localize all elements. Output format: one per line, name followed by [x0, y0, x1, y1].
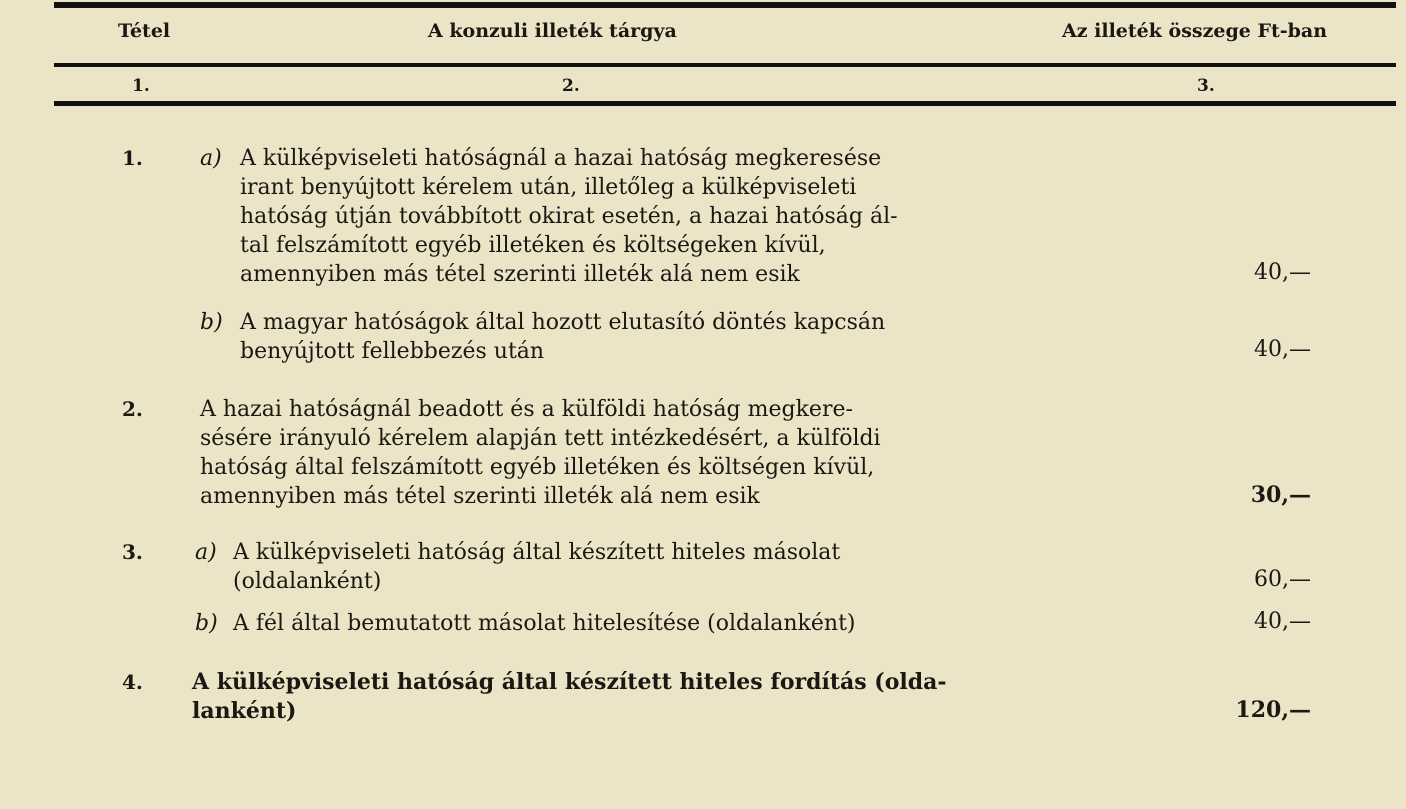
item-number: 2. — [122, 397, 143, 421]
item-text: A fél által bemutatott másolat hitelesítése (oldalanként) — [233, 611, 856, 636]
fee-amount: 60,— — [1254, 567, 1311, 592]
item-text: A külképviseleti hatóság által készített hiteles másolat (oldalanként) — [233, 540, 841, 594]
column-number-1: 1. — [132, 76, 150, 96]
top-rule — [54, 2, 1396, 8]
fee-amount: 120,— — [1235, 697, 1311, 723]
item-text: A magyar hatóságok által hozott elutasító döntés kapcsán benyújtott fellebbezés után — [240, 310, 886, 364]
fee-amount: 30,— — [1250, 482, 1311, 508]
item-number: 1. — [122, 146, 143, 170]
sub-letter: b) — [195, 611, 218, 636]
fee-amount: 40,— — [1254, 337, 1311, 362]
item-text: A hazai hatóságnál beadott és a külföldi hatóság megkere- sésére irányuló kérelem alapján tett intézkedésért, a külföldi hatóság által felszámított egyéb illetéken és költségen kívül, amennyiben más tétel szerinti illeték alá nem esik — [200, 397, 881, 509]
item-text: A külképviseleti hatóság által készített hiteles fordítás (olda- lanként) — [192, 669, 947, 724]
fee-amount: 40,— — [1254, 260, 1311, 285]
sub-letter: b) — [200, 310, 223, 335]
item-number: 4. — [122, 670, 143, 694]
header-col-subject: A konzuli illeték tárgya — [428, 20, 677, 42]
header-col-amount: Az illeték összege Ft-ban — [1062, 20, 1328, 42]
item-number: 3. — [122, 540, 143, 564]
column-number-rule — [54, 101, 1396, 106]
sub-letter: a) — [200, 146, 222, 171]
item-text: A külképviseleti hatóságnál a hazai hatóság megkeresése irant benyújtott kérelem után, illetőleg a külképviseleti hatóság útján továbbított okirat esetén, a hazai hatóság ál- tal felszámított egyéb illetéken és költségeken kívül, amennyiben más tétel szerinti illeték alá nem esik — [240, 146, 898, 287]
header-rule — [54, 63, 1396, 67]
header-col-item: Tétel — [118, 20, 171, 42]
sub-letter: a) — [195, 540, 217, 565]
column-number-3: 3. — [1197, 76, 1215, 96]
column-number-2: 2. — [562, 76, 580, 96]
fee-amount: 40,— — [1254, 609, 1311, 634]
